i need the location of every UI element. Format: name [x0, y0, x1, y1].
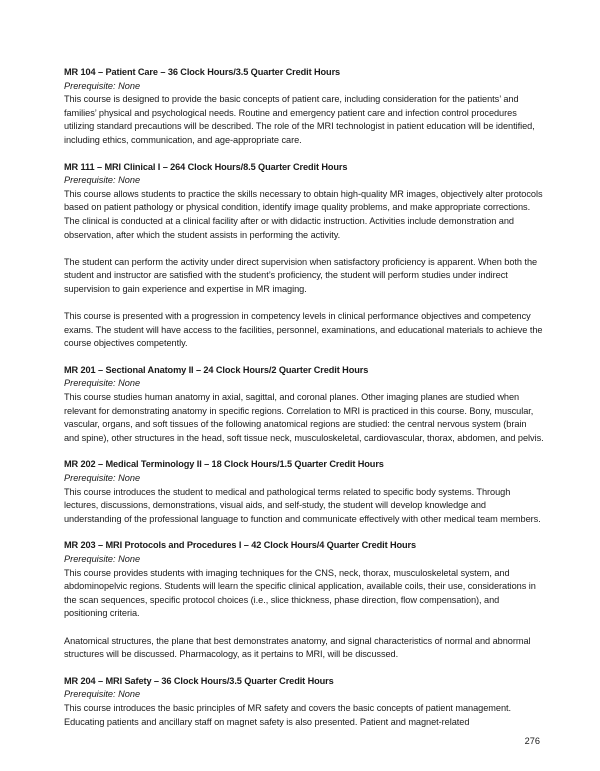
- course-prerequisite: Prerequisite: None: [64, 175, 141, 186]
- course-title: MR 201 – Sectional Anatomy II – 24 Clock Hours/2 Quarter Credit Hours: [64, 364, 369, 375]
- course-description: The student can perform the activity under direct supervision when satisfactory proficiency is apparent. When both the student and instructor are satisfied with the student’s proficiency, the student will perform studies under indirect supervision to gain experience and expertise in MR imaging.: [64, 256, 538, 294]
- course-title: MR 203 – MRI Protocols and Procedures I – 42 Clock Hours/4 Quarter Credit Hours: [64, 540, 417, 551]
- course-description: This course allows students to practice the skills necessary to obtain high-quality MR images, objectively alter protocols based on patient pathology or physical condition, identify image quality problems, and make appropriate corrections. The clinical is conducted at a clinical facility after or with didactic instruction. Activities include demonstration and observation, after which the student assists in performing the activity.: [64, 188, 543, 240]
- course-title: MR 104 – Patient Care – 36 Clock Hours/3.5 Quarter Credit Hours: [64, 67, 341, 77]
- course-title: MR 111 – MRI Clinical I – 264 Clock Hours/8.5 Quarter Credit Hours: [64, 161, 348, 172]
- course-description: This course is presented with a progression in competency levels in clinical performance objectives and competency exams. The student will have access to the facilities, personnel, examinations, and educational materials to achieve the course objectives competently.: [64, 311, 543, 349]
- course-descriptions: [64, 66, 544, 742]
- course-description: This course is designed to provide the basic concepts of patient care, including consideration for the patients’ and families’ physical and psychological needs. Routine and emergency patient care and infection control procedures utilizing standard precautions will be described. The role of the MRI technologist in patient education will be identified, including ethics, communication, and age-appropriate care.: [64, 94, 535, 145]
- course-prerequisite: Prerequisite: None: [64, 473, 141, 484]
- page-number: 276: [524, 736, 540, 746]
- course-prerequisite: Prerequisite: None: [64, 554, 141, 564]
- course-prerequisite: Prerequisite: None: [64, 80, 141, 91]
- course-mr-204: [64, 675, 544, 729]
- course-title: MR 202 – Medical Terminology II – 18 Clock Hours/1.5 Quarter Credit Hours: [64, 459, 384, 470]
- course-description: This course provides students with imaging techniques for the CNS, neck, thorax, musculoskeletal system, and abdominopelvic regions. Students will learn the specific clinical application, available coils, their use, considerations in the scan sequences, specific protocol choices (i.e., slice thickness, phase direction, flow compensation), and positioning criteria.: [64, 567, 536, 619]
- course-mr-104: [64, 66, 544, 148]
- course-title: MR 204 – MRI Safety – 36 Clock Hours/3.5 Quarter Credit Hours: [64, 675, 334, 686]
- course-description: Anatomical structures, the plane that best demonstrates anatomy, and signal characteristics of normal and abnormal structures will be discussed. Pharmacology, as it pertains to MRI, will be discussed.: [64, 635, 531, 660]
- course-prerequisite: Prerequisite: None: [64, 689, 141, 700]
- course-description: This course studies human anatomy in axial, sagittal, and coronal planes. Other imaging planes are studied when relevant for demonstrating anatomy in specific regions. Correlation to MRI is practiced in this course. Bony, muscular, vascular, organs, and soft tissues of the following anatomical regions are studied: the central nervous system (brain and spine), other structures in the head, soft tissue neck, musculoskeletal, cardiovascular, thorax, abdomen, and pelvis.: [64, 392, 544, 443]
- course-mr-201: [64, 364, 544, 446]
- course-description: This course introduces the basic principles of MR safety and covers the basic concepts of patient management. Educating patients and ancillary staff on magnet safety is also presented. Patient and magnet-related: [64, 702, 512, 727]
- course-mr-202: [64, 458, 544, 526]
- course-description: This course introduces the student to medical and pathological terms related to specific body systems. Through lectures, discussions, demonstrations, visual aids, and self-study, the student will develop knowledge and understanding of the professional language to function and communicate effectively with other medical team members.: [64, 486, 541, 524]
- course-mr-111: [64, 161, 544, 351]
- course-mr-203: [64, 539, 544, 661]
- course-prerequisite: Prerequisite: None: [64, 378, 141, 389]
